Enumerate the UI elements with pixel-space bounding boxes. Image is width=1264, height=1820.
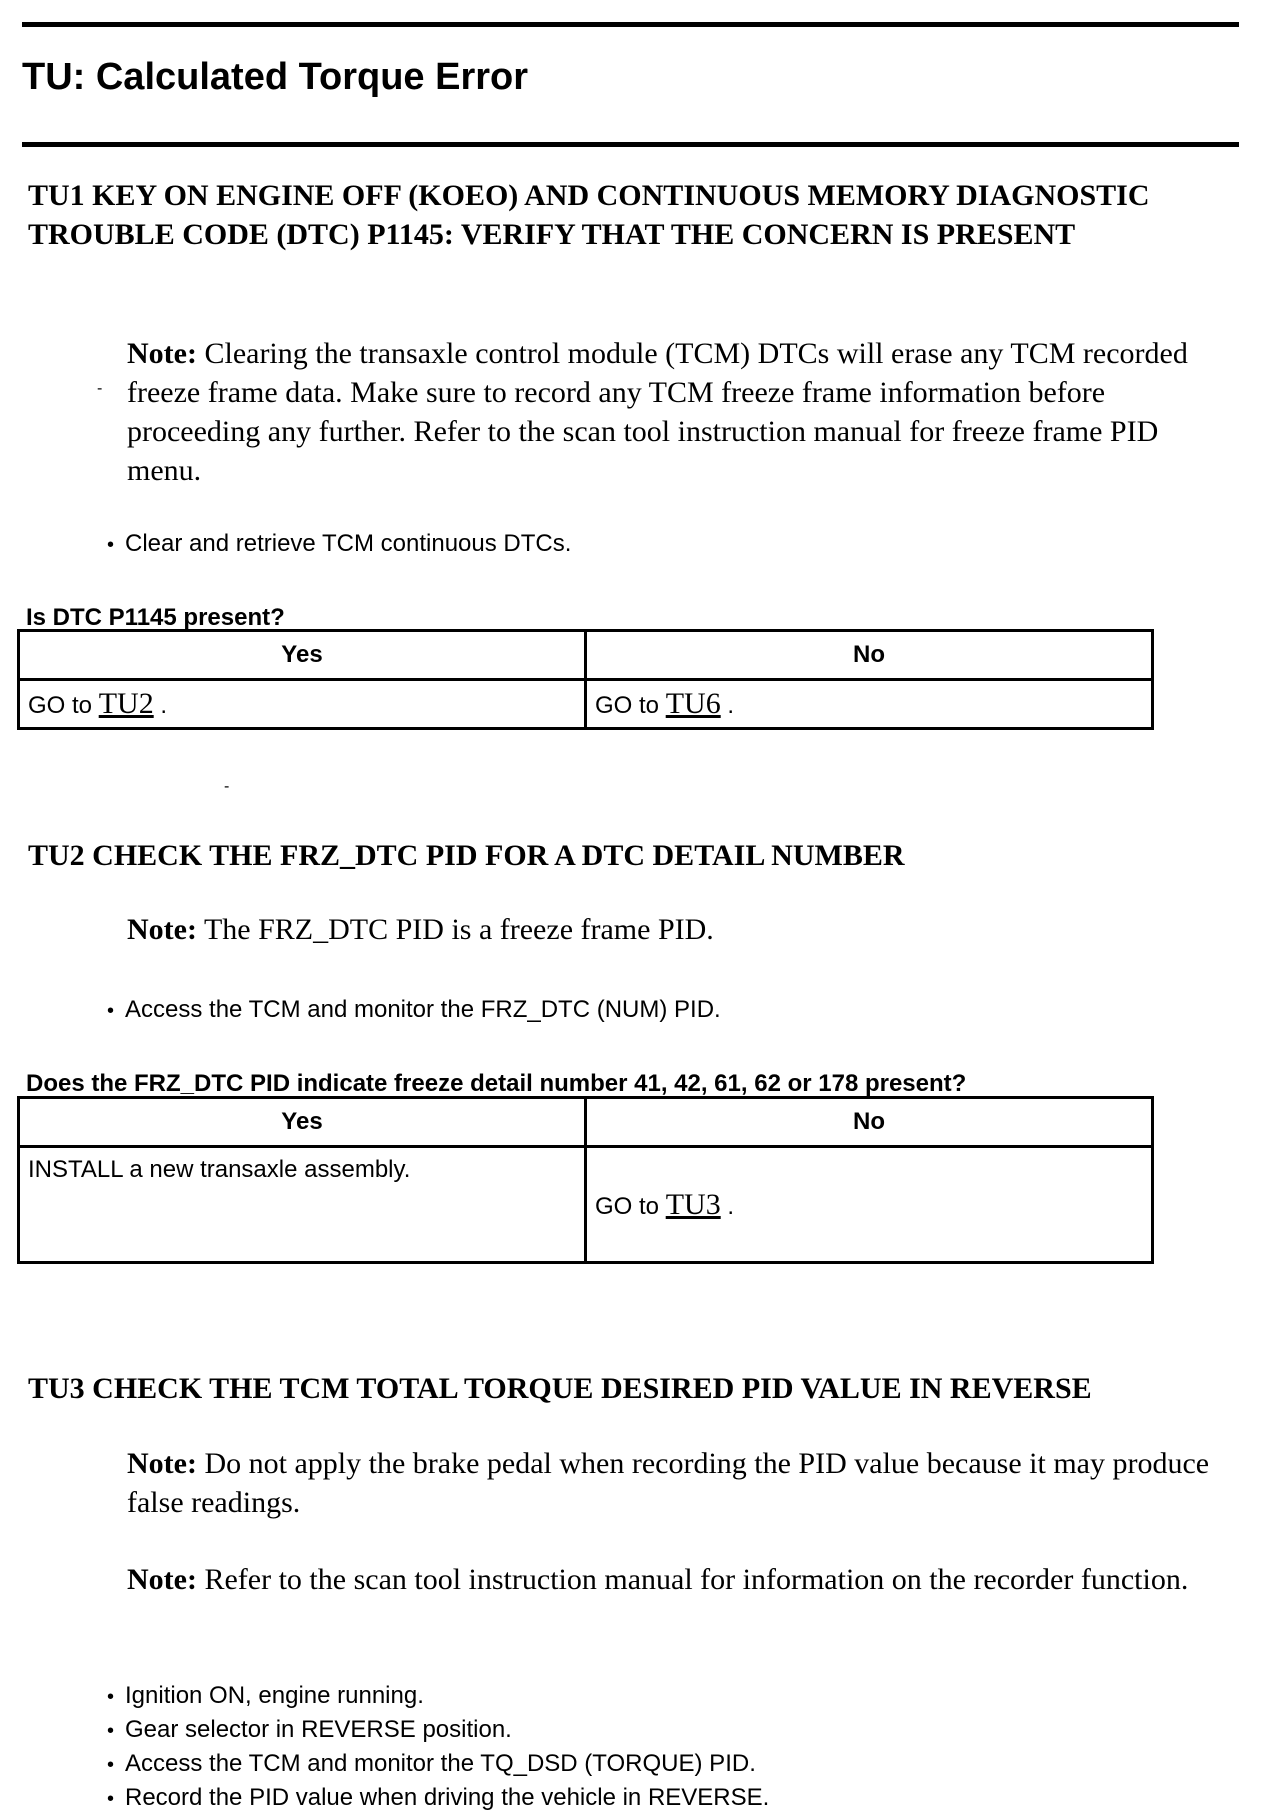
note-text: Do not apply the brake pedal when recording the PID value because it may produce false readings. (127, 1447, 1210, 1519)
bullet-item: • Access the TCM and monitor the TQ_DSD (TORQUE) PID. (107, 1749, 756, 1780)
link-tu6[interactable]: TU6 (665, 687, 721, 720)
bullet-dot: • (107, 534, 115, 556)
table-header-row (19, 1098, 1153, 1147)
page-title: TU: Calculated Torque Error (22, 56, 529, 98)
bullet-item: • Ignition ON, engine running. (107, 1681, 424, 1712)
link-tu3[interactable]: TU3 (665, 1187, 721, 1221)
question-tu1: Is DTC P1145 present? (26, 604, 285, 631)
no-cell: GO to TU3 . (586, 1147, 1153, 1263)
step-heading-tu2: TU2 CHECK THE FRZ_DTC PID FOR A DTC DETAIL NUMBER (28, 839, 905, 872)
decision-table-tu2 (17, 1096, 1154, 1264)
note-tu2 (127, 910, 1207, 949)
note-label: Note: (127, 1563, 197, 1596)
note-text: Refer to the scan tool instruction manual for information on the recorder function. (204, 1563, 1189, 1596)
yes-header: Yes (19, 631, 586, 680)
top-rule (22, 22, 1239, 27)
no-header: No (586, 631, 1153, 680)
note-label: Note: (127, 913, 197, 946)
question-tu2: Does the FRZ_DTC PID indicate freeze detail number 41, 42, 61, 62 or 178 present? (26, 1070, 967, 1097)
bullet-item: • Record the PID value when driving the vehicle in REVERSE. (107, 1783, 769, 1814)
note-label: Note: (127, 337, 197, 370)
step-heading-tu1: TU1 KEY ON ENGINE OFF (KOEO) AND CONTINUOUS MEMORY DIAGNOSTIC TROUBLE CODE (DTC) P1145: VERIFY THAT THE CONCERN IS PRESENT (28, 179, 1150, 251)
table-row (19, 680, 1153, 729)
table-row (19, 1147, 1153, 1263)
note-tu3-brake (127, 1444, 1247, 1522)
bullet-dot: • (107, 1754, 115, 1776)
bullet-item: • Clear and retrieve TCM continuous DTCs. (107, 529, 571, 560)
bullet-dot: • (107, 1788, 115, 1810)
bullet-item: • Access the TCM and monitor the FRZ_DTC (NUM) PID. (107, 995, 721, 1026)
note-tu1 (127, 334, 1207, 490)
yes-cell: INSTALL a new transaxle assembly. (19, 1147, 586, 1263)
link-tu2[interactable]: TU2 (98, 687, 154, 720)
decision-table-tu1 (17, 629, 1154, 730)
note-tu3-recorder (127, 1560, 1207, 1599)
stray-mark: - (97, 380, 103, 397)
title-rule (22, 142, 1239, 147)
step-heading-tu3: TU3 CHECK THE TCM TOTAL TORQUE DESIRED PID VALUE IN REVERSE (28, 1372, 1092, 1405)
note-text: The FRZ_DTC PID is a freeze frame PID. (203, 913, 714, 946)
stray-mark: - (224, 778, 230, 795)
note-text: Clearing the transaxle control module (TCM) DTCs will erase any TCM recorded freeze frame data. Make sure to record any TCM freeze frame information before proceeding any further. Refer to the scan tool instruction manual for freeze frame PID menu. (127, 337, 1188, 487)
yes-cell: GO to TU2 . (19, 680, 586, 729)
bullet-dot: • (107, 1720, 115, 1742)
no-header: No (586, 1098, 1153, 1147)
no-cell: GO to TU6 . (586, 680, 1153, 729)
table-header-row (19, 631, 1153, 680)
yes-header: Yes (19, 1098, 586, 1147)
bullet-item: • Gear selector in REVERSE position. (107, 1715, 512, 1746)
note-label: Note: (127, 1447, 197, 1480)
bullet-dot: • (107, 1686, 115, 1708)
bullet-dot: • (107, 1000, 115, 1022)
